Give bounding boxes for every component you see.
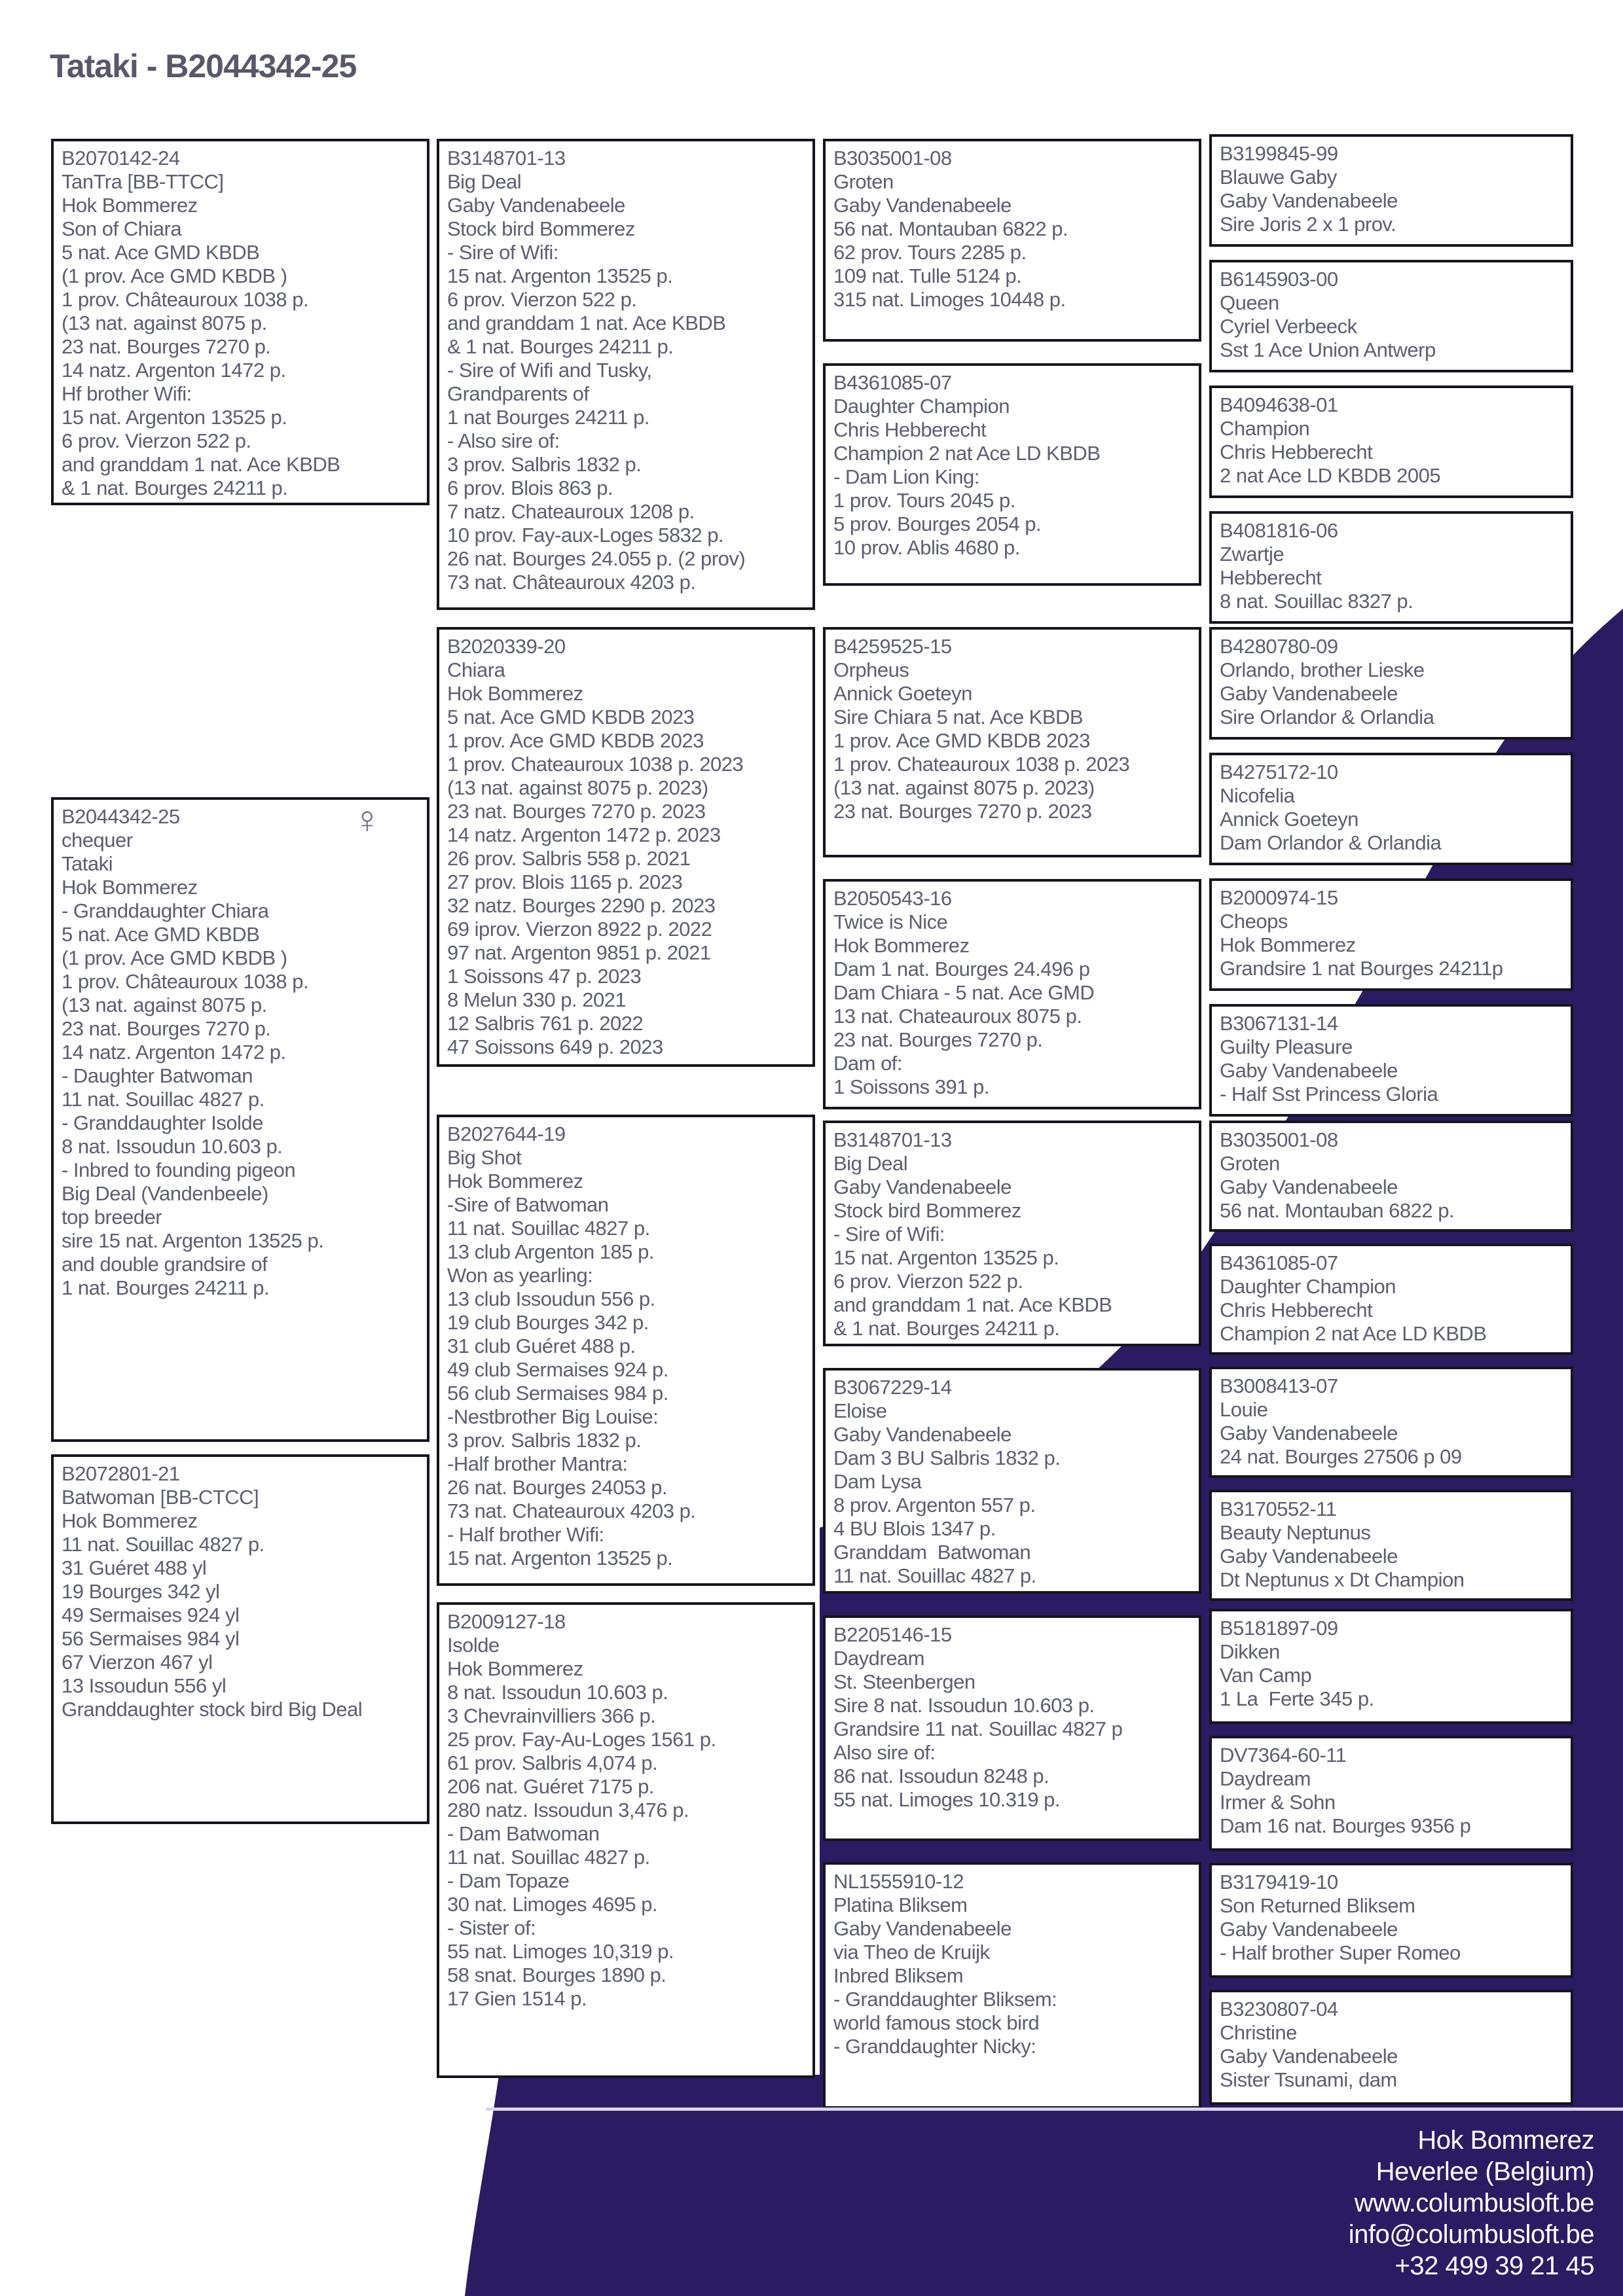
text-line: Batwoman [BB-CTCC] <box>62 1486 259 1509</box>
text-line: 47 Soissons 649 p. 2023 <box>447 1035 663 1058</box>
text-line: B3148701-13 <box>833 1128 952 1151</box>
text-line: 49 Sermaises 924 yl <box>62 1604 240 1626</box>
text-line: 1 prov. Chateauroux 1038 p. 2023 <box>447 753 744 776</box>
text-line: 15 nat. Argenton 13525 p. <box>62 406 287 429</box>
text-line: Hok Bommerez <box>833 934 970 957</box>
text-line: Louie <box>1220 1398 1268 1421</box>
text-line: Grandsire 1 nat Bourges 24211p <box>1220 957 1503 980</box>
text-line: Big Deal <box>447 170 522 193</box>
text-line: sire 15 nat. Argenton 13525 p. <box>62 1229 324 1252</box>
text-line: - Granddaughter Bliksem: <box>833 1988 1057 2011</box>
text-line: 73 nat. Châteauroux 4203 p. <box>447 571 696 594</box>
pedigree-box-twiceisnice <box>823 879 1201 1109</box>
text-line: Hf brother Wifi: <box>62 382 192 405</box>
text-line: 30 nat. Limoges 4695 p. <box>447 1893 658 1916</box>
text-line: 8 prov. Argenton 557 p. <box>833 1494 1036 1516</box>
text-line: - Half Sst Princess Gloria <box>1220 1083 1438 1105</box>
text-line: Hok Bommerez <box>1220 933 1356 956</box>
text-line: Nicofelia <box>1220 784 1295 807</box>
text-line: info@columbusloft.be <box>1348 2220 1594 2249</box>
text-line: (13 nat. against 8075 p. 2023) <box>833 776 1095 799</box>
text-line: B2027644-19 <box>447 1122 566 1145</box>
text-line: Daydream <box>833 1647 924 1670</box>
text-line: 6 prov. Vierzon 522 p. <box>62 429 251 452</box>
text-line: 26 nat. Bourges 24053 p. <box>447 1476 668 1499</box>
text-line: Chiara <box>447 658 505 681</box>
text-line: 5 nat. Ace GMD KBDB <box>62 923 260 946</box>
text-line: 1 prov. Chateauroux 1038 p. 2023 <box>833 753 1130 776</box>
text-line: 10 prov. Fay-aux-Loges 5832 p. <box>447 524 724 547</box>
text-line: 8 nat. Issoudun 10.603 p. <box>62 1135 283 1158</box>
text-line: 3 Chevrainvilliers 366 p. <box>447 1704 656 1727</box>
text-line: Annick Goeteyn <box>1220 808 1359 831</box>
text-line: Big Shot <box>447 1146 522 1169</box>
text-line: Gaby Vandenabeele <box>1220 1918 1398 1941</box>
text-line: - Sire of Wifi: <box>447 241 558 264</box>
pedigree-box-daydream <box>823 1615 1201 1841</box>
pedigree-box-daydream-2 <box>1209 1736 1573 1851</box>
text-line: Dam Chiara - 5 nat. Ace GMD <box>833 981 1095 1004</box>
text-line: - Dam Lion King: <box>833 465 979 488</box>
text-line: and granddam 1 nat. Ace KBDB <box>833 1293 1112 1316</box>
text-line: -Nestbrother Big Louise: <box>447 1405 659 1428</box>
pedigree-box-chiara <box>437 627 815 1067</box>
text-line: Dam 1 nat. Bourges 24.496 p <box>833 958 1090 980</box>
pedigree-box-orlando <box>1209 627 1573 740</box>
text-line: & 1 nat. Bourges 24211 p. <box>447 335 674 358</box>
text-line: Orlando, brother Lieske <box>1220 658 1425 681</box>
text-line: 31 club Guéret 488 p. <box>447 1335 636 1357</box>
text-line: Gaby Vandenabeele <box>833 194 1012 217</box>
text-line: 15 nat. Argenton 13525 p. <box>447 264 673 287</box>
text-line: 7 natz. Chateauroux 1208 p. <box>447 500 695 523</box>
pedigree-box-queen <box>1209 260 1573 372</box>
text-line: 11 nat. Souillac 4827 p. <box>833 1564 1036 1587</box>
pedigree-box-eloise <box>823 1368 1201 1594</box>
text-line: Twice is Nice <box>833 910 948 933</box>
text-line: 11 nat. Souillac 4827 p. <box>62 1088 264 1111</box>
text-line: chequer <box>62 829 133 852</box>
pedigree-box-platinabliksem <box>823 1862 1201 2109</box>
text-line: Gaby Vandenabeele <box>447 194 625 217</box>
text-line: Platina Bliksem <box>833 1893 968 1916</box>
text-line: Dam Orlandor & Orlandia <box>1220 831 1442 854</box>
text-line: Dt Neptunus x Dt Champion <box>1220 1568 1465 1591</box>
footer-divider <box>486 2108 1623 2111</box>
text-line: Sire Orlandor & Orlandia <box>1220 706 1434 728</box>
pedigree-box-groten-2 <box>1209 1121 1573 1232</box>
text-line: 19 Bourges 342 yl <box>62 1580 220 1603</box>
text-line: 11 nat. Souillac 4827 p. <box>62 1533 264 1556</box>
pedigree-box-christine <box>1209 1990 1573 2105</box>
text-line: 67 Vierzon 467 yl <box>62 1651 213 1674</box>
text-line: 6 prov. Vierzon 522 p. <box>833 1270 1023 1293</box>
text-line: 13 club Argenton 185 p. <box>447 1240 654 1263</box>
text-line: Guilty Pleasure <box>1220 1035 1353 1058</box>
text-line: Big Deal (Vandenbeele) <box>62 1182 268 1205</box>
text-line: 1 Soissons 391 p. <box>833 1075 989 1098</box>
text-line: - Dam Topaze <box>447 1869 570 1892</box>
text-line: B2050543-16 <box>833 887 952 910</box>
text-line: 24 nat. Bourges 27506 p 09 <box>1220 1445 1462 1468</box>
text-line: 11 nat. Souillac 4827 p. <box>447 1217 650 1240</box>
text-line: world famous stock bird <box>833 2011 1040 2034</box>
text-line: Hebberecht <box>1220 566 1322 589</box>
text-line: - Daughter Batwoman <box>62 1064 253 1087</box>
text-line: - Half brother Super Romeo <box>1220 1941 1461 1964</box>
text-line: Gaby Vandenabeele <box>1220 1059 1398 1082</box>
text-line: B4275172-10 <box>1220 761 1338 783</box>
text-line: 1 prov. Châteauroux 1038 p. <box>62 970 309 993</box>
text-line: Hok Bommerez <box>447 1657 583 1680</box>
text-line: B4259525-15 <box>833 635 952 658</box>
text-line: Sister Tsunami, dam <box>1220 2068 1397 2091</box>
text-line: Inbred Bliksem <box>833 1964 964 1987</box>
text-line: 73 nat. Chateauroux 4203 p. <box>447 1499 696 1522</box>
text-line: 23 nat. Bourges 7270 p. <box>833 1028 1043 1051</box>
text-line: B2072801-21 <box>62 1462 180 1485</box>
text-line: and granddam 1 nat. Ace KBDB <box>447 312 726 334</box>
text-line: 315 nat. Limoges 10448 p. <box>833 288 1066 311</box>
pedigree-box-subject <box>51 797 429 1442</box>
pedigree-box-cheops <box>1209 878 1573 991</box>
text-line: B3170552-11 <box>1220 1498 1337 1520</box>
text-line: 10 prov. Ablis 4680 p. <box>833 536 1020 559</box>
text-line: Won as yearling: <box>447 1264 593 1287</box>
pedigree-box-champion <box>1209 386 1573 498</box>
text-line: Van Camp <box>1220 1664 1312 1687</box>
text-line: Gaby Vandenabeele <box>1220 1545 1398 1568</box>
text-line: 26 prov. Salbris 558 p. 2021 <box>447 847 691 870</box>
text-line: 26 nat. Bourges 24.055 p. (2 prov) <box>447 547 746 570</box>
text-line: 6 prov. Vierzon 522 p. <box>447 288 637 311</box>
text-line: Isolde <box>447 1634 500 1657</box>
pedigree-box-sonreturnedbliksem <box>1209 1863 1573 1978</box>
text-line: 23 nat. Bourges 7270 p. <box>62 1017 271 1040</box>
text-line: Granddam Batwoman <box>833 1541 1031 1564</box>
text-line: B4361085-07 <box>833 371 952 394</box>
text-line: B2070142-24 <box>62 147 180 170</box>
text-line: 56 club Sermaises 984 p. <box>447 1382 668 1405</box>
text-line: Gaby Vandenabeele <box>1220 682 1398 705</box>
text-line: - Sire of Wifi and Tusky, <box>447 359 652 382</box>
text-line: B4361085-07 <box>1220 1251 1338 1274</box>
text-line: 14 natz. Argenton 1472 p. 2023 <box>447 823 721 846</box>
text-line: Son Returned Bliksem <box>1220 1894 1415 1917</box>
text-line: 1 prov. Châteauroux 1038 p. <box>62 288 309 311</box>
text-line: B6145903-00 <box>1220 268 1338 291</box>
text-line: 19 club Bourges 342 p. <box>447 1311 649 1334</box>
text-line: Dam 3 BU Salbris 1832 p. <box>833 1446 1061 1469</box>
text-line: 13 nat. Chateauroux 8075 p. <box>833 1005 1082 1028</box>
pedigree-box-groten <box>823 139 1201 342</box>
text-line: 11 nat. Souillac 4827 p. <box>447 1846 650 1869</box>
text-line: B3035001-08 <box>1220 1128 1338 1151</box>
text-line: 55 nat. Limoges 10.319 p. <box>833 1788 1060 1811</box>
text-line: Sire Joris 2 x 1 prov. <box>1220 213 1396 236</box>
text-line: 97 nat. Argenton 9851 p. 2021 <box>447 941 711 964</box>
text-line: Grandparents of <box>447 382 589 405</box>
pedigree-box-isolde <box>437 1602 815 2078</box>
text-line: Granddaughter stock bird Big Deal <box>62 1698 363 1721</box>
text-line: - Granddaughter Isolde <box>62 1111 263 1134</box>
text-line: Dam of: <box>833 1052 903 1075</box>
text-line: NL1555910-12 <box>833 1870 964 1893</box>
text-line: Cyriel Verbeeck <box>1220 315 1357 338</box>
text-line: 8 nat. Souillac 8327 p. <box>1220 590 1413 613</box>
text-line: 56 nat. Montauban 6822 p. <box>1220 1199 1455 1222</box>
text-line: B4094638-01 <box>1220 393 1338 416</box>
text-line: 6 prov. Blois 863 p. <box>447 476 613 499</box>
text-line: 12 Salbris 761 p. 2022 <box>447 1012 644 1035</box>
text-line: B2020339-20 <box>447 635 566 658</box>
text-line: 32 natz. Bourges 2290 p. 2023 <box>447 894 716 917</box>
text-line: B2044342-25 <box>62 805 180 828</box>
pedigree-box-guiltypleasure <box>1209 1004 1573 1117</box>
text-line: B2000974-15 <box>1220 886 1338 909</box>
text-line: B5181897-09 <box>1220 1617 1338 1640</box>
text-line: - Sister of: <box>447 1916 536 1939</box>
text-line: 1 prov. Ace GMD KBDB 2023 <box>833 729 1090 752</box>
text-line: 1 nat. Bourges 24211 p. <box>62 1276 270 1299</box>
text-line: Daughter Champion <box>1220 1275 1396 1298</box>
text-line: Sire Chiara 5 nat. Ace KBDB <box>833 706 1084 728</box>
pedigree-box-nicofelia <box>1209 753 1573 865</box>
text-line: 109 nat. Tulle 5124 p. <box>833 264 1022 287</box>
text-line: Champion <box>1220 417 1310 440</box>
text-line: B3148701-13 <box>447 147 566 170</box>
text-line: Hok Bommerez <box>447 1170 583 1193</box>
text-line: TanTra [BB-TTCC] <box>62 170 224 193</box>
text-line: +32 499 39 21 45 <box>1395 2251 1594 2280</box>
text-line: & 1 nat. Bourges 24211 p. <box>833 1317 1060 1340</box>
female-symbol-icon: ♀ <box>353 798 381 841</box>
text-line: 25 prov. Fay-Au-Loges 1561 p. <box>447 1728 716 1751</box>
text-line: - Also sire of: <box>447 429 560 452</box>
text-line: Blauwe Gaby <box>1220 166 1337 188</box>
text-line: Dam 16 nat. Bourges 9356 p <box>1220 1814 1471 1837</box>
text-line: 56 nat. Montauban 6822 p. <box>833 217 1068 240</box>
text-line: Annick Goeteyn <box>833 682 972 705</box>
text-line: Gaby Vandenabeele <box>1220 189 1398 212</box>
text-line: 15 nat. Argenton 13525 p. <box>833 1246 1059 1269</box>
text-line: Hok Bommerez <box>62 194 198 217</box>
text-line: 1 prov. Tours 2045 p. <box>833 489 1015 512</box>
pedigree-box-tantra <box>51 139 429 505</box>
text-line: Gaby Vandenabeele <box>1220 2045 1398 2068</box>
text-line: 3 prov. Salbris 1832 p. <box>447 1429 642 1452</box>
text-line: Zwartje <box>1220 543 1285 565</box>
text-line: B4280780-09 <box>1220 635 1338 658</box>
text-line: Grandsire 11 nat. Souillac 4827 p <box>833 1717 1123 1740</box>
text-line: 8 nat. Issoudun 10.603 p. <box>447 1681 668 1704</box>
text-line: 14 natz. Argenton 1472 p. <box>62 359 286 382</box>
text-line: top breeder <box>62 1206 162 1229</box>
text-line: B2205146-15 <box>833 1623 952 1646</box>
text-line: Big Deal <box>833 1152 908 1175</box>
text-line: B3199845-99 <box>1220 142 1338 165</box>
text-line: 280 natz. Issoudun 3,476 p. <box>447 1799 689 1821</box>
pedigree-box-daughterchampion <box>823 363 1201 586</box>
pedigree-box-batwoman <box>51 1454 429 1824</box>
text-line: Gaby Vandenabeele <box>1220 1422 1398 1444</box>
text-line: Gaby Vandenabeele <box>833 1917 1012 1940</box>
text-line: Hok Bommerez <box>1417 2126 1594 2155</box>
text-line: Heverlee (Belgium) <box>1376 2157 1594 2186</box>
text-line: Champion 2 nat Ace LD KBDB <box>1220 1322 1487 1345</box>
text-line: Gaby Vandenabeele <box>1220 1175 1398 1198</box>
text-line: 1 prov. Ace GMD KBDB 2023 <box>447 729 704 752</box>
text-line: Hok Bommerez <box>447 682 583 705</box>
text-line: 86 nat. Issoudun 8248 p. <box>833 1765 1049 1787</box>
text-line: Stock bird Bommerez <box>447 217 635 240</box>
text-line: (13 nat. against 8075 p. <box>62 994 267 1016</box>
text-line: - Sire of Wifi: <box>833 1223 945 1246</box>
text-line: via Theo de Kruijk <box>833 1941 990 1964</box>
text-line: Dikken <box>1220 1640 1280 1663</box>
text-line: -Sire of Batwoman <box>447 1193 609 1216</box>
text-line: 69 iprov. Vierzon 8922 p. 2022 <box>447 918 712 941</box>
text-line: 2 nat Ace LD KBDB 2005 <box>1220 464 1441 487</box>
text-line: Queen <box>1220 291 1279 314</box>
text-line: 8 Melun 330 p. 2021 <box>447 988 627 1011</box>
text-line: and granddam 1 nat. Ace KBDB <box>62 453 340 476</box>
text-line: Also sire of: <box>833 1741 936 1764</box>
text-line: 23 nat. Bourges 7270 p. 2023 <box>447 800 706 823</box>
text-line: B3067229-14 <box>833 1376 952 1399</box>
pedigree-box-orpheus <box>823 627 1201 857</box>
text-line: - Half brother Wifi: <box>447 1523 604 1546</box>
text-line: and double grandsire of <box>62 1253 268 1276</box>
text-line: Cheops <box>1220 910 1288 933</box>
text-line: - Inbred to founding pigeon <box>62 1158 296 1181</box>
text-line: 23 nat. Bourges 7270 p. 2023 <box>833 800 1092 823</box>
text-line: B4081816-06 <box>1220 519 1338 542</box>
text-line: Champion 2 nat Ace LD KBDB <box>833 442 1101 465</box>
text-line: 49 club Sermaises 924 p. <box>447 1358 668 1381</box>
text-line: 23 nat. Bourges 7270 p. <box>62 335 271 358</box>
text-line: Dam Lysa <box>833 1470 922 1493</box>
text-line: 206 nat. Guéret 7175 p. <box>447 1775 654 1798</box>
text-line: 27 prov. Blois 1165 p. 2023 <box>447 870 683 893</box>
text-line: 56 Sermaises 984 yl <box>62 1627 240 1650</box>
text-line: (1 prov. Ace GMD KBDB ) <box>62 264 287 287</box>
text-line: 15 nat. Argenton 13525 p. <box>447 1547 673 1570</box>
text-line: Groten <box>833 170 894 193</box>
text-line: 14 natz. Argenton 1472 p. <box>62 1041 286 1064</box>
text-line: www.columbusloft.be <box>1354 2189 1594 2217</box>
text-line: 1 nat Bourges 24211 p. <box>447 406 650 429</box>
text-line: Eloise <box>833 1399 887 1422</box>
text-line: 1 Soissons 47 p. 2023 <box>447 965 642 988</box>
page-title: Tataki - B2044342-25 <box>50 48 357 84</box>
text-line: 13 club Issoudun 556 p. <box>447 1287 655 1310</box>
text-line: (1 prov. Ace GMD KBDB ) <box>62 946 287 969</box>
text-line: 55 nat. Limoges 10,319 p. <box>447 1940 674 1963</box>
text-line: St. Steenbergen <box>833 1670 976 1693</box>
text-line: DV7364-60-11 <box>1220 1744 1347 1767</box>
pedigree-box-bigdeal-2 <box>823 1121 1201 1346</box>
pedigree-box-dikken <box>1209 1609 1573 1724</box>
text-line: B3008413-07 <box>1220 1374 1338 1397</box>
text-line: Groten <box>1220 1152 1280 1175</box>
text-line: 61 prov. Salbris 4,074 p. <box>447 1751 658 1774</box>
text-line: Christine <box>1220 2021 1297 2044</box>
text-line: Chris Hebberecht <box>1220 440 1373 463</box>
text-line: Stock bird Bommerez <box>833 1199 1021 1222</box>
text-line: (13 nat. against 8075 p. 2023) <box>447 776 708 799</box>
text-line: -Half brother Mantra: <box>447 1452 628 1475</box>
pedigree-box-louie <box>1209 1367 1573 1478</box>
text-line: & 1 nat. Bourges 24211 p. <box>62 476 288 499</box>
text-line: Chris Hebberecht <box>1220 1299 1373 1321</box>
text-line: Tataki <box>62 852 113 875</box>
text-line: Hok Bommerez <box>62 876 198 899</box>
text-line: Gaby Vandenabeele <box>833 1175 1012 1198</box>
text-line: 17 Gien 1514 p. <box>447 1987 587 2010</box>
text-line: Daydream <box>1220 1767 1311 1790</box>
text-line: 1 La Ferte 345 p. <box>1220 1687 1374 1710</box>
text-line: 5 prov. Bourges 2054 p. <box>833 512 1042 535</box>
text-line: Gaby Vandenabeele <box>833 1423 1012 1446</box>
text-line: B3035001-08 <box>833 147 952 170</box>
text-line: (13 nat. against 8075 p. <box>62 312 267 334</box>
text-line: Beauty Neptunus <box>1220 1521 1371 1544</box>
text-line: Irmer & Sohn <box>1220 1791 1336 1814</box>
footer-contact-block <box>1349 2125 1594 2282</box>
text-line: B3179419-10 <box>1220 1871 1338 1893</box>
pedigree-box-beautyneptunus <box>1209 1490 1573 1601</box>
text-line: 5 nat. Ace GMD KBDB 2023 <box>447 706 695 728</box>
text-line: - Dam Batwoman <box>447 1822 600 1845</box>
pedigree-box-bigdeal <box>437 139 815 610</box>
text-line: B3230807-04 <box>1220 1998 1338 2020</box>
text-line: Hok Bommerez <box>62 1509 198 1532</box>
pedigree-box-zwartje <box>1209 511 1573 624</box>
text-line: Daughter Champion <box>833 395 1010 418</box>
text-line: 5 nat. Ace GMD KBDB <box>62 241 260 264</box>
text-line: 31 Guéret 488 yl <box>62 1556 207 1579</box>
text-line: 62 prov. Tours 2285 p. <box>833 241 1027 264</box>
text-line: Sire 8 nat. Issoudun 10.603 p. <box>833 1694 1095 1717</box>
text-line: - Granddaughter Chiara <box>62 899 269 922</box>
text-line: B2009127-18 <box>447 1610 566 1633</box>
text-line: Sst 1 Ace Union Antwerp <box>1220 338 1436 361</box>
text-line: B3067131-14 <box>1220 1012 1338 1035</box>
pedigree-box-bigshot <box>437 1115 815 1586</box>
text-line: 4 BU Blois 1347 p. <box>833 1517 996 1540</box>
text-line: Son of Chiara <box>62 217 182 240</box>
text-line: 13 Issoudun 556 yl <box>62 1674 227 1697</box>
text-line: - Granddaughter Nicky: <box>833 2035 1036 2058</box>
text-line: 58 snat. Bourges 1890 p. <box>447 1964 666 1986</box>
pedigree-box-blauwegaby <box>1209 134 1573 247</box>
pedigree-box-daughterchampion-2 <box>1209 1244 1573 1355</box>
text-line: Orpheus <box>833 658 909 681</box>
text-line: Chris Hebberecht <box>833 418 987 441</box>
text-line: 3 prov. Salbris 1832 p. <box>447 453 642 476</box>
